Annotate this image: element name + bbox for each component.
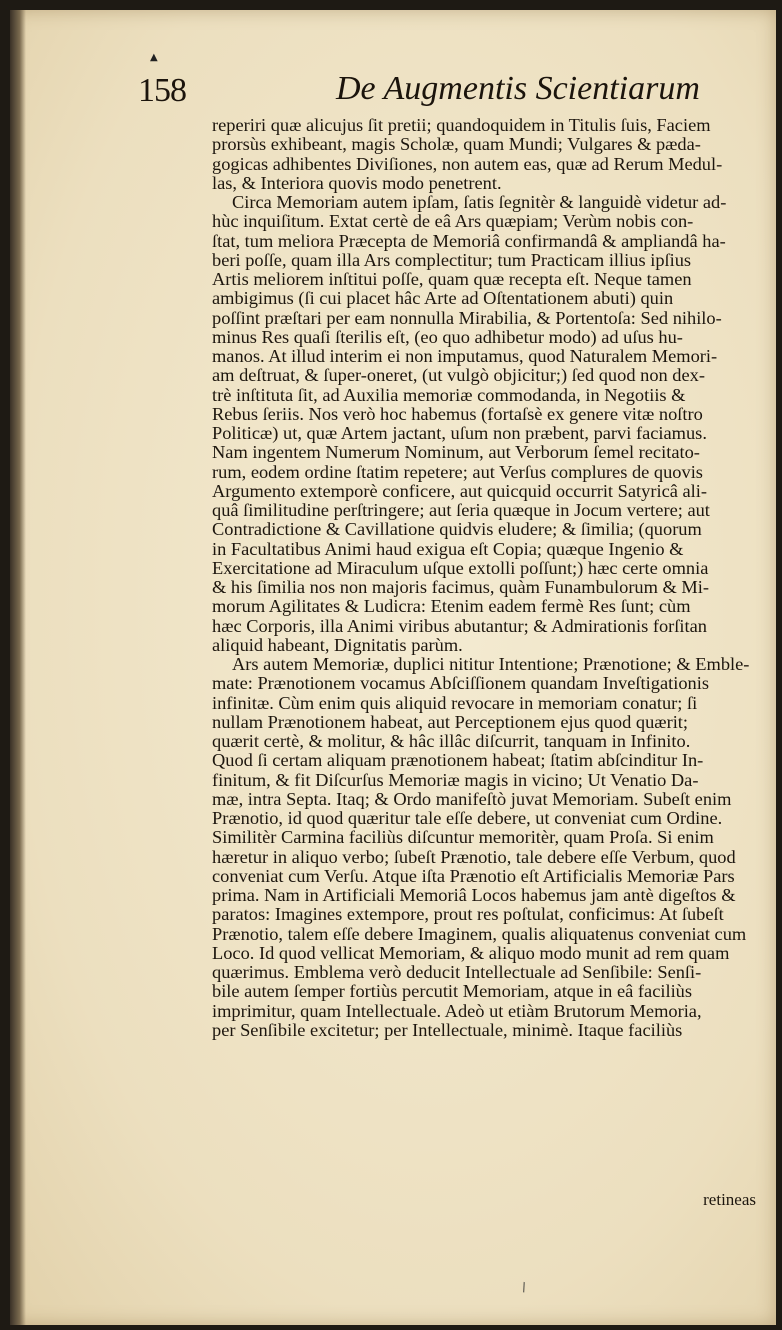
text-line: bile autem ſemper fortiùs percutit Memoriam, atque in eâ faciliùs [212,982,693,1002]
text-line: quærimus. Emblema verò deducit Intellectuale ad Senſibile: Senſi- [212,963,702,982]
text-line: Prænotio, talem eſſe debere Imaginem, qualis aliquatenus conveniat cum [212,924,747,944]
page-mark-top: ▲ [150,52,158,63]
page-number: 158 [138,72,186,109]
text-line: manos. At illud interim ei non imputamus, quod Naturalem Memori- [212,347,718,366]
text-line: gogicas adhibentes Diviſiones, non autem eas, quæ ad Rerum Medul- [212,154,723,174]
text-line: morum Agilitates & Ludicra: Etenim eadem fermè Res ſunt; cùm [212,597,691,617]
text-line: aliquid habeant, Dignitatis parùm. [212,635,463,655]
text-line: conveniat cum Verſu. Atque iſta Prænotio eſt Artificialis Memoriæ Pars [212,866,735,886]
text-line: infinitæ. Cùm enim quis aliquid revocare in memoriam conatur; ſi [212,693,698,713]
text-line: paratos: Imagines extempore, prout res poſtulat, conficimus: At ſubeſt [212,905,724,925]
text-line: am deſtruat, & ſuper-oneret, (ut vulgò objicitur;) ſed quod non dex- [212,366,705,386]
text-line: quâ ſimilitudine perſtringere; aut ſeria quæque in Jocum vertere; aut [212,501,710,520]
text-line: Prænotio, id quod quæritur tale eſſe debere, ut conveniat cum Ordine. [212,809,723,828]
text-line: & his ſimilia nos non majoris facimus, quàm Funambulorum & Mi- [212,578,710,597]
text-line: in Facultatibus Animi haud exigua eſt Copia; quæque Ingenio & [212,539,684,559]
text-line: Contradictione & Cavillatione quidvis eludere; & ſimilia; (quorum [212,520,702,540]
text-line: beri poſſe, quam illa Ars complectitur; tum Practicam illius ipſius [212,250,692,270]
text-line: quærit certè, & molitur, & hâc illâc diſcurrit, tanquam in Infinito. [212,732,691,751]
running-header [138,70,698,114]
text-line: ſtat, tum meliora Præcepta de Memoriâ confirmandâ & ampliandâ ha- [212,231,726,251]
catchword: retineas [703,1190,756,1209]
text-line: Circa Memoriam autem ipſam, ſatis ſegnitèr & languidè videtur ad- [232,193,727,212]
text-line: Argumento extemporè conficere, aut quicquid occurrit Satyricâ ali- [212,481,707,501]
page-mark-bottom: \ [519,1279,529,1295]
text-line: minus Res quaſi ſterilis eſt, (eo quo adhibetur modo) ad uſus hu- [212,327,683,347]
text-line: Rebus ſeriis. Nos verò hoc habemus (fortaſsè ex genere vitæ noſtro [212,404,703,424]
text-line: hæc Corporis, illa Animi viribus abutantur; & Admirationis forſitan [212,616,707,636]
text-line: reperiri quæ alicujus ſit pretii; quandoquidem in Titulis ſuis, Faciem [212,116,711,135]
text-line: Similitèr Carmina faciliùs diſcuntur memoritèr, quam Proſa. Si enim [212,828,714,848]
text-line: finitum, & fit Diſcurſus Memoriæ magis in vicino; Ut Venatio Da- [212,770,699,790]
text-line: hæretur in aliquo verbo; ſubeſt Prænotio, tale debere eſſe Verbum, quod [212,847,736,867]
text-line: per Senſibile excitetur; per Intellectuale, minimè. Itaque faciliùs [212,1020,683,1040]
running-title: De Augmentis Scientiarum [336,70,700,107]
text-line: mæ, intra Septa. Itaq; & Ordo manifeſtò juvat Memoriam. Subeſt enim [212,789,732,809]
text-line: hùc inquiſitum. Extat certè de eâ Ars quæpiam; Verùm nobis con- [212,212,694,232]
text-line: Quod ſi certam aliquam prænotionem habeat; ſtatim abſcinditur In- [212,751,704,771]
text-line: Ars autem Memoriæ, duplici nititur Intentione; Prænotione; & Emble- [232,655,750,674]
book-page [10,10,776,1325]
text-line: las, & Interiora quovis modo penetrent. [212,173,502,193]
text-line: prorsùs exhibeant, magis Scholæ, quam Mundi; Vulgares & pæda- [212,135,701,155]
text-line: imprimitur, quam Intellectuale. Adeò ut etiàm Brutorum Memoria, [212,1001,702,1021]
body-text [212,116,768,1040]
text-line: Politicæ) ut, quæ Artem jactant, uſum non præbent, parvi faciamus. [212,424,707,443]
text-line: prima. Nam in Artificiali Memoriâ Locos habemus jam antè digeſtos & [212,886,736,905]
binding-shadow [10,10,26,1325]
text-line: poſſint præſtari per eam nonnulla Mirabilia, & Portentoſa: Sed nihilo- [212,308,722,328]
text-line: Nam ingentem Numerum Nominum, aut Verborum ſemel recitato- [212,443,700,463]
text-line: Artis meliorem inſtitui poſſe, quam quæ recepta eſt. Neque tamen [212,270,692,289]
text-line: trè inſtituta ſit, ad Auxilia memoriæ commodanda, in Negotiis & [212,385,686,405]
text-line: Exercitatione ad Miraculum uſque extolli poſſunt;) hæc certe omnia [212,558,709,578]
text-line: Loco. Id quod vellicat Memoriam, & aliquo modo munit ad rem quam [212,943,730,963]
text-line: nullam Prænotionem habeat, aut Perceptionem ejus quod quærit; [212,712,689,732]
text-line: ambigimus (ſi cui placet hâc Arte ad Oſtentationem abuti) quin [212,289,674,309]
text-line: rum, eodem ordine ſtatim repetere; aut Verſus complures de quovis [212,462,703,482]
text-line: mate: Prænotionem vocamus Abſciſſionem quandam Inveſtigationis [212,674,709,694]
